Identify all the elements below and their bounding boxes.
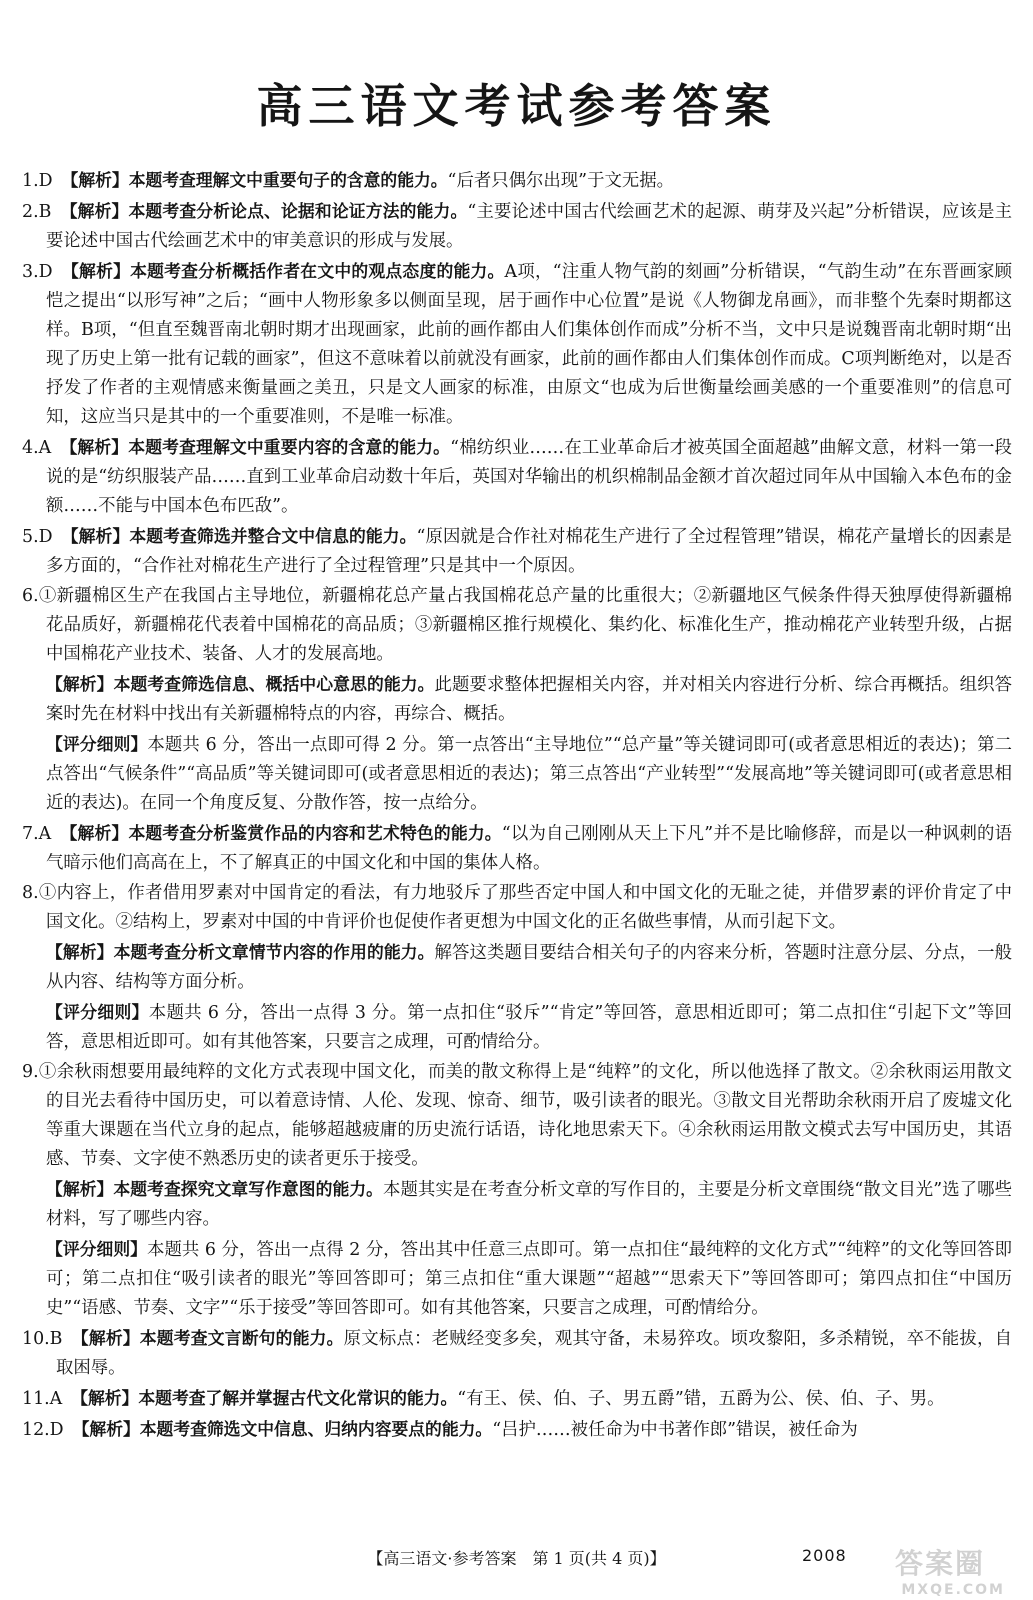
answer-item-4: 4.A 【解析】本题考查理解文中重要内容的含意的能力。“棉纺织业……在工业革命后才被英国全面超越”曲解文意，材料一第一段说的是“纺织服装产品……直到工业革命启动数十年后，英国对华输出的机织棉制品金额才首次超过同年从中国输入本色布的金额……不能与中国本色布匹敌”。	[22, 437, 1012, 516]
answer-item-1: 1.D 【解析】本题考查理解文中重要句子的含意的能力。“后者只偶尔出现”于文无据。	[22, 170, 675, 191]
answer-item-10: 10.B 【解析】本题考查文言断句的能力。原文标点：老贼经变多矣，观其守备，未易猝攻。顷攻黎阳，多杀精锐，卒不能拔，自取困辱。	[22, 1328, 1012, 1378]
answer-item-8: 8.①内容上，作者借用罗素对中国肯定的看法，有力地驳斥了那些否定中国人和中国文化的无耻之徒，并借罗素的评价肯定了中国文化。②结构上，罗素对中国的中肯评价也促使作者更想为中国文化的正名做些事情，从而引起下文。	[22, 883, 1012, 932]
scoring-6: 【评分细则】本题共 6 分，答出一点即可得 2 分。第一点答出“主导地位”“总产量”等关键词即可(或者意思相近的表达)；第二点答出“气候条件”“高品质”等关键词即可(或者意思相近的表达)；第三点答出“产业转型”“发展高地”等关键词即可(或者意思相近的表达)。在同一个角度反复、分散作答，按一点给分。	[46, 734, 1012, 813]
analysis-6: 【解析】本题考查筛选信息、概括中心意思的能力。此题要求整体把握相关内容，并对相关内容进行分析、综合再概括。组织答案时先在材料中找出有关新疆棉特点的内容，再综合、概括。	[46, 674, 1012, 724]
scoring-8: 【评分细则】本题共 6 分，答出一点得 3 分。第一点扣住“驳斥”“肯定”等回答，意思相近即可；第二点扣住“引起下文”等回答，意思相近即可。如有其他答案，只要言之成理，可酌情给分。	[46, 1002, 1012, 1052]
answer-item-11: 11.A 【解析】本题考查了解并掌握古代文化常识的能力。“有王、侯、伯、子、男五爵”错，五爵为公、侯、伯、子、男。	[22, 1388, 945, 1409]
answer-item-6: 6.①新疆棉区生产在我国占主导地位，新疆棉花总产量占我国棉花总产量的比重很大；②新疆地区气候条件得天独厚使得新疆棉花品质好，新疆棉花代表着中国棉花的高品质；③新疆棉区推行规模化、集约化、标准化生产，推动棉花产业转型升级，占据中国棉花产业技术、装备、人才的发展高地。	[22, 586, 1012, 664]
page-title: 高三语文考试参考答案	[256, 79, 777, 133]
scoring-9: 【评分细则】本题共 6 分，答出一点得 2 分，答出其中任意三点即可。第一点扣住“最纯粹的文化方式”“纯粹”的文化等回答即可；第二点扣住“吸引读者的眼光”等回答即可；第三点扣住“重大课题”“超越”“思索天下”等回答即可；第四点扣住“中国历史”“语感、节奏、文字”“乐于接受”等回答即可。如有其他答案，只要言之成理，可酌情给分。	[46, 1239, 1012, 1318]
answer-item-7: 7.A 【解析】本题考查分析鉴赏作品的内容和艺术特色的能力。“以为自己刚刚从天上下凡”并不是比喻修辞，而是以一种讽刺的语气暗示他们高高在上，不了解真正的中国文化和中国的集体人格。	[22, 823, 1012, 873]
watermark-logo-icon: 答案圈 MXQE.COM	[895, 1547, 1005, 1598]
analysis-9: 【解析】本题考查探究文章写作意图的能力。本题其实是在考查分析文章的写作目的，主要是分析文章围绕“散文目光”选了哪些材料，写了哪些内容。	[46, 1179, 1012, 1229]
answer-item-3: 3.D 【解析】本题考查分析概括作者在文中的观点态度的能力。A项，“注重人物气韵的刻画”分析错误，“气韵生动”在东晋画家顾恺之提出“以形写神”之后；“画中人物形象多以侧面呈现，居于画作中心位置”是说《人物御龙帛画》，而非整个先秦时期都这样。B项，“但直至魏晋南北朝时期才出现画家，此前的画作都由人们集体创作而成”分析不当，文中只是说魏晋南北朝时期“出现了历史上第一批有记载的画家”，但这不意味着以前就没有画家，此前的画作都由人们集体创作而成。C项判断绝对，以是否抒发了作者的主观情感来衡量画之美丑，只是文人画家的标准，由原文“也成为后世衡量绘画美感的一个重要准则”的信息可知，这应当只是其中的一个重要准则，不是唯一标准。	[22, 261, 1012, 427]
answer-item-9: 9.①余秋雨想要用最纯粹的文化方式表现中国文化，而美的散文称得上是“纯粹”的文化，所以他选择了散文。②余秋雨运用散文的目光去看待中国历史，可以着意诗情、人伦、发现、惊奇、细节，吸引读者的眼光。③散文目光帮助余秋雨开启了废墟文化等重大课题在当代立身的起点，能够超越疲庸的历史流行话语，诗化地思索天下。④余秋雨运用散文模式去写中国历史，其语感、节奏、文字使不熟悉历史的读者更乐于接受。	[22, 1062, 1012, 1169]
analysis-8: 【解析】本题考查分析文章情节内容的作用的能力。解答这类题目要结合相关句子的内容来分析，答题时注意分层、分点，一般从内容、结构等方面分析。	[46, 942, 1012, 992]
answer-content	[22, 166, 1012, 1446]
answer-item-2: 2.B 【解析】本题考查分析论点、论据和论证方法的能力。“主要论述中国古代绘画艺术的起源、萌芽及兴起”分析错误，应该是主要论述中国古代绘画艺术中的审美意识的形成与发展。	[22, 201, 1012, 251]
footer-page-label: 【高三语文·参考答案 第 1 页(共 4 页)】	[367, 1549, 666, 1568]
footer-code: 2008	[802, 1546, 847, 1565]
answer-item-5: 5.D 【解析】本题考查筛选并整合文中信息的能力。“原因就是合作社对棉花生产进行了全过程管理”错误，棉花产量增长的因素是多方面的，“合作社对棉花生产进行了全过程管理”只是其中一个原因。	[22, 526, 1012, 576]
answer-item-12: 12.D 【解析】本题考查筛选文中信息、归纳内容要点的能力。“吕护……被任命为中书著作郎”错误，被任命为	[22, 1419, 858, 1440]
page-footer	[0, 1546, 1033, 1569]
